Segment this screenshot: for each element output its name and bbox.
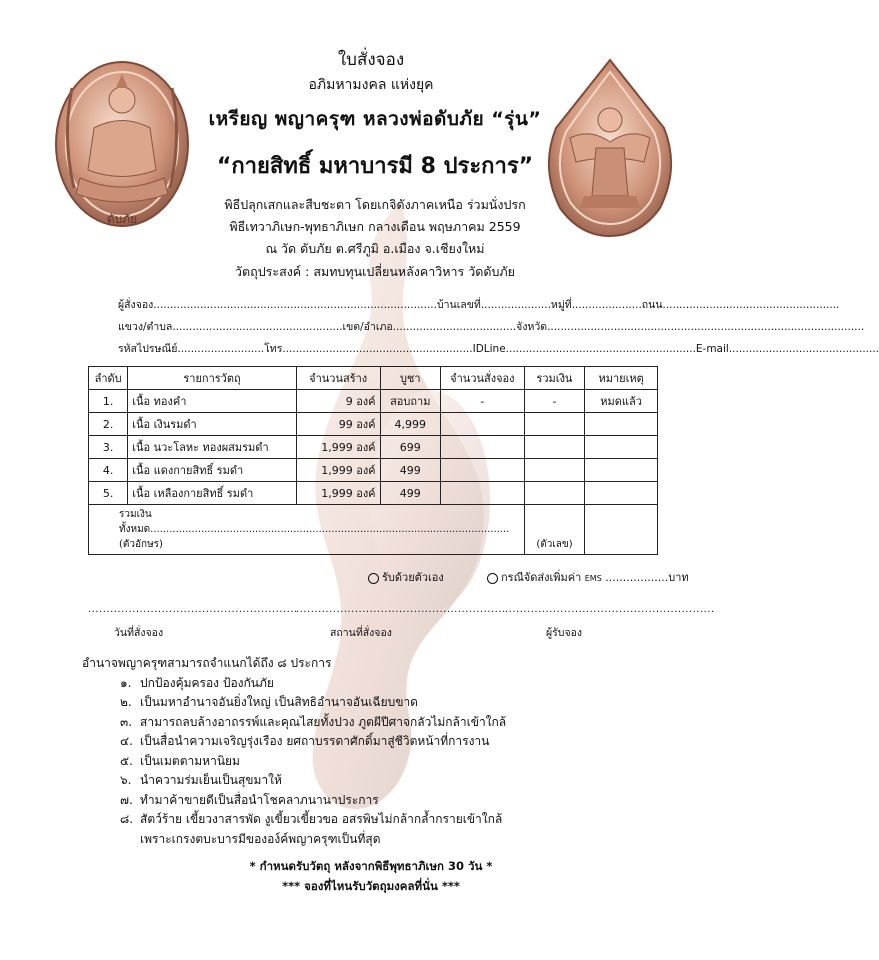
receiver-label: ผู้รับจอง	[546, 627, 583, 639]
row-quantity: 1,999 องค์	[296, 436, 380, 459]
pickup-location-note: *** จองที่ไหนรับวัตถุมงคลที่นั่น ***	[282, 879, 460, 893]
table-row	[89, 459, 658, 482]
row-price: 699	[380, 436, 440, 459]
ceremony-line-3: ณ วัด ดับภัย ต.ศรีภูมิ อ.เมือง จ.เชียงใหม่	[265, 241, 485, 256]
medal-name: เหรียญ พญาครุฑ หลวงพ่อดับภัย “รุ่น”	[208, 108, 542, 130]
header-price: บูชา	[380, 367, 440, 390]
form-line-district[interactable]: แขวง/ตำบล...................................................เขต/อำเภอ.....................................จังหวัด...............................................................................................	[118, 321, 865, 333]
row-item: เนื้อ เหลืองกายสิทธิ์ รมดำ	[128, 482, 297, 505]
table-row	[89, 413, 658, 436]
row-no: 3.	[89, 436, 128, 459]
place-label: สถานที่สั่งจอง	[330, 627, 392, 639]
row-no: 1.	[89, 390, 128, 413]
total-empty-cell	[585, 505, 658, 555]
row-price: 499	[380, 459, 440, 482]
header-order-quantity: จำนวนสั่งจอง	[440, 367, 524, 390]
form-line-orderer[interactable]: ผู้สั่งจอง.....................................................................................บ้านเลขที่.....................หมู่ที่.....................ถนน.....................................................	[118, 299, 840, 311]
row-order-cell[interactable]	[440, 436, 524, 459]
powers-intro: อำนาจพญาครุฑสามารถจำแนกได้ถึง ๘ ประการ	[82, 656, 332, 670]
row-price: 499	[380, 482, 440, 505]
place-signature-line[interactable]: .........................................................	[296, 604, 506, 615]
row-sum-cell[interactable]	[524, 413, 584, 436]
row-order-cell[interactable]: -	[440, 390, 524, 413]
header-item: รายการวัตถุ	[128, 367, 297, 390]
powers-closing: เพราะเกรงตบะบารมีขององ์ค์พญาครุฑเป็นที่สุด	[140, 831, 381, 846]
header-note: หมายเหตุ	[585, 367, 658, 390]
ems-small-label: EMS	[584, 574, 602, 583]
ems-amount-field[interactable]: ..................บาท	[605, 571, 689, 584]
row-quantity: 1,999 องค์	[296, 482, 380, 505]
row-quantity: 9 องค์	[296, 390, 380, 413]
list-item: ๕. เป็นเมตตามหานิยม	[120, 753, 240, 768]
ems-option[interactable]	[487, 568, 689, 586]
table-row	[89, 390, 658, 413]
total-row	[89, 505, 658, 555]
ceremony-line-1: พิธีปลุกเสกและสืบชะตา โดยเกจิดังภาคเหนือ ร่วมนั่งปรก	[224, 197, 526, 212]
row-item: เนื้อ ทองคำ	[128, 390, 297, 413]
table-row	[89, 482, 658, 505]
series-name: “กายสิทธิ์ มหาบารมี 8 ประการ”	[216, 154, 534, 179]
date-signature-line[interactable]: .........................................................	[88, 604, 298, 615]
row-sum-cell[interactable]: -	[524, 390, 584, 413]
header-quantity-built: จำนวนสร้าง	[296, 367, 380, 390]
list-item: ๒. เป็นมหาอำนาจอันยิ่งใหญ่ เป็นสิทธิอำนาจอันเฉียบขาด	[120, 695, 418, 709]
document-subtitle: อภิมหามงคล แห่งยุค	[308, 77, 434, 93]
row-order-cell[interactable]	[440, 482, 524, 505]
row-order-cell[interactable]	[440, 413, 524, 436]
row-no: 5.	[89, 482, 128, 505]
row-item: เนื้อ นวะโลหะ ทองผสมรมดำ	[128, 436, 297, 459]
order-table	[88, 366, 658, 555]
row-order-cell[interactable]	[440, 459, 524, 482]
row-note	[585, 482, 658, 505]
row-quantity: 99 องค์	[296, 413, 380, 436]
row-item: เนื้อ เงินรมดำ	[128, 413, 297, 436]
row-price: 4,999	[380, 413, 440, 436]
list-item: ๓. สามารถลบล้างอาถรรพ์และคุณไสยทั้งปวง ภูตผีปีศาจกลัวไม่กล้าเข้าใกล้	[120, 714, 507, 729]
pickup-schedule-note: * กำหนดรับวัตถุ หลังจากพิธีพุทธาภิเษก 30 วัน *	[249, 859, 493, 873]
list-item: ๔. เป็นสื่อนำความเจริญรุ่งเรือง ยศถาบรรดาศักดิ์มาสู่ชีวิตหน้าที่การงาน	[120, 734, 490, 748]
row-note	[585, 459, 658, 482]
date-label: วันที่สั่งจอง	[114, 627, 164, 639]
radio-circle-icon[interactable]	[487, 573, 498, 584]
row-quantity: 1,999 องค์	[296, 459, 380, 482]
medal-inscription: ดับภัย	[106, 212, 138, 226]
table-header-row	[89, 367, 658, 390]
ceremony-line-2: พิธีเทวาภิเษก-พุทธาภิเษก กลางเดือน พฤษภาคม 2559	[229, 219, 521, 234]
total-text-field[interactable]: รวมเงินทั้งหมด.................................................................................................................(ตัวอักษร)	[89, 505, 525, 555]
row-sum-cell[interactable]	[524, 459, 584, 482]
row-sum-cell[interactable]	[524, 482, 584, 505]
header-no: ลำดับ	[89, 367, 128, 390]
radio-circle-icon[interactable]	[368, 573, 379, 584]
total-number-field[interactable]: (ตัวเลข)	[524, 505, 584, 555]
list-item: ๗. ทำมาค้าขายดีเป็นสื่อนำโชคลาภนานาประการ	[120, 792, 379, 807]
document-title: ใบสั่งจอง	[337, 50, 405, 70]
row-note: หมดแล้ว	[585, 390, 658, 413]
form-line-contact[interactable]: รหัสไปรษณีย์..........................โทร.........................................................IDLine.........................................................E-mail.............................................	[118, 343, 879, 355]
receiver-signature-line[interactable]: .........................................................	[505, 604, 715, 615]
table-row	[89, 436, 658, 459]
row-no: 4.	[89, 459, 128, 482]
row-item: เนื้อ แดงกายสิทธิ์ รมดำ	[128, 459, 297, 482]
powers-section	[82, 654, 642, 849]
row-price: สอบถาม	[380, 390, 440, 413]
list-item: ๖. นำความร่มเย็นเป็นสุขมาให้	[120, 773, 282, 787]
row-note	[585, 436, 658, 459]
list-item: ๑. ปกป้องคุ้มครอง ป้องกันภัย	[120, 675, 274, 690]
purpose-line: วัตถุประสงค์ : สมทบทุนเปลี่ยนหลังคาวิหาร วัดดับภัย	[235, 264, 515, 279]
row-sum-cell[interactable]	[524, 436, 584, 459]
ems-label: กรณีจัดส่งเพิ่มค่า	[501, 571, 582, 584]
list-item: ๘. สัตว์ร้าย เขี้ยวงาสารพัด งูเขี้ยวเขี้ยวขอ อสรพิษไม่กล้ากล้ำกรายเข้าใกล้	[120, 812, 503, 826]
row-no: 2.	[89, 413, 128, 436]
pickup-label: รับด้วยตัวเอง	[382, 571, 444, 584]
row-note	[585, 413, 658, 436]
pickup-option[interactable]	[368, 568, 444, 586]
header-total: รวมเงิน	[524, 367, 584, 390]
